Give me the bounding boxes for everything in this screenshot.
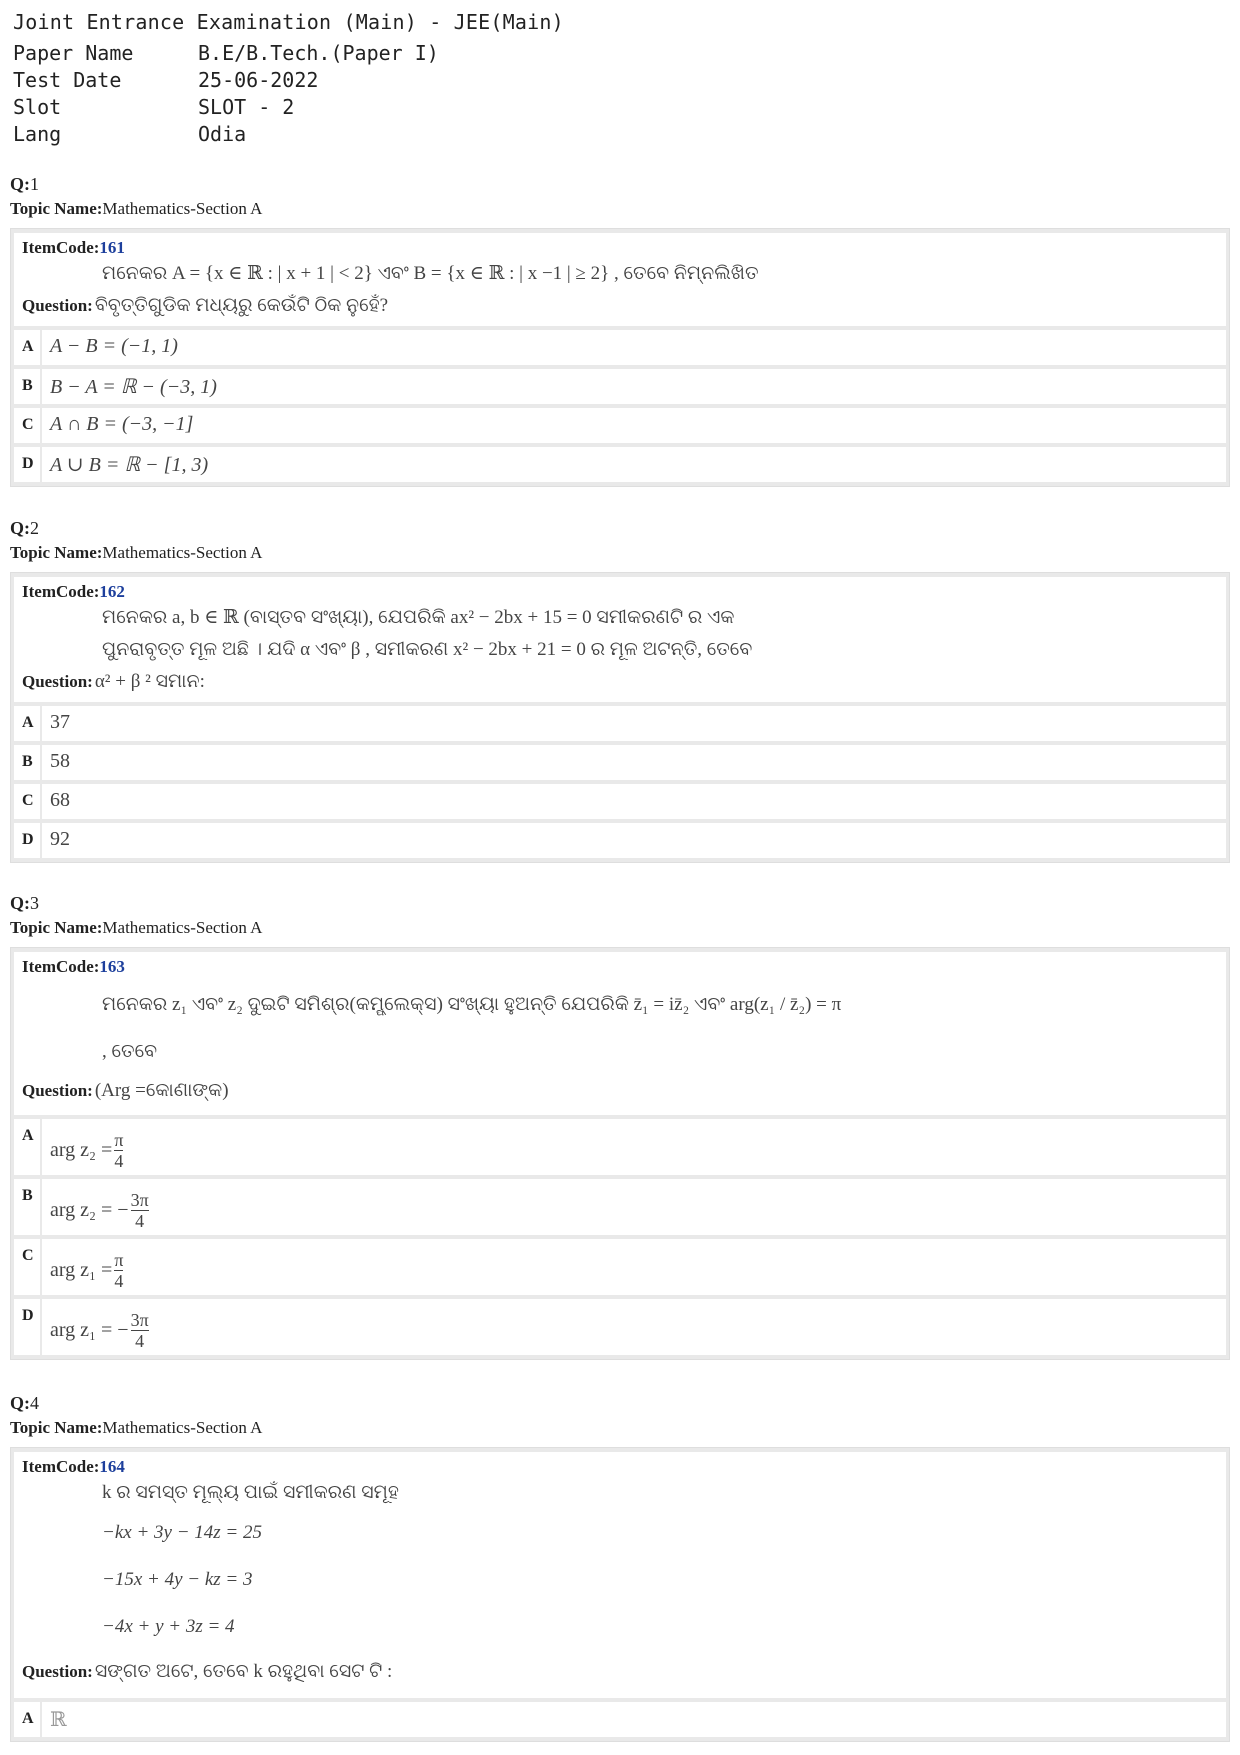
topic-name bbox=[10, 199, 1230, 219]
fraction-denominator: 4 bbox=[135, 1210, 145, 1231]
question-text-line: ମନେକର z₁ ଏବଂ z₂ ଦୁଇଟି ସମିଶ୍ର(କମ୍ପ୍ଲେକ୍ସ) ସଂଖ୍ୟା ହୁଅନ୍ତି ଯେପରିକି z̄₁ = iz̄₂ ଏବଂ arg(z₁ / z̄₂) = π bbox=[102, 994, 842, 1015]
topic-label: Topic Name: bbox=[10, 1418, 103, 1437]
question-number bbox=[10, 893, 1230, 914]
option-text: 37 bbox=[50, 711, 70, 733]
equation-2: −15x + 4y − kz = 3 bbox=[102, 1569, 253, 1590]
equation-3: −4x + y + 3z = 4 bbox=[102, 1616, 235, 1637]
question-text: ବିବୃତ୍ତିଗୁଡିକ ମଧ୍ୟରୁ କେଉଁଟି ଠିକ ନୁହେଁ? bbox=[94, 295, 389, 316]
fraction-numerator: π bbox=[114, 1249, 124, 1270]
option-letter: A bbox=[14, 330, 42, 365]
equation-1: −kx + 3y − 14z = 25 bbox=[102, 1522, 262, 1543]
question-label: Question: bbox=[22, 1662, 93, 1681]
option-d[interactable] bbox=[14, 1299, 1226, 1355]
option-a[interactable] bbox=[14, 1702, 1226, 1737]
header-value: 25-06-2022 bbox=[198, 67, 319, 92]
exam-header bbox=[13, 10, 564, 147]
option-text: arg z₁ = bbox=[50, 1258, 113, 1281]
fraction-denominator: 4 bbox=[135, 1330, 145, 1351]
question-text-line: ମନେକର a, b ∈ ℝ (ବାସ୍ତବ ସଂଖ୍ୟା), ଯେପରିକି ax² − 2bx + 15 = 0 ସମୀକରଣଟି ର ଏକ bbox=[102, 607, 735, 628]
header-key: Paper Name bbox=[13, 40, 134, 65]
q-label: Q: bbox=[10, 893, 30, 913]
option-letter: C bbox=[14, 784, 42, 819]
q-num: 4 bbox=[30, 1393, 39, 1413]
question-text: (Arg =କୋଣାଙ୍କ) bbox=[94, 1080, 229, 1101]
option-text: A ∪ B = ℝ − [1, 3) bbox=[50, 454, 209, 476]
fraction bbox=[114, 1130, 123, 1171]
topic-label: Topic Name: bbox=[10, 199, 103, 218]
option-text: A − B = (−1, 1) bbox=[50, 335, 178, 357]
option-text: A ∩ B = (−3, −1] bbox=[50, 413, 194, 435]
option-text: B − A = ℝ − (−3, 1) bbox=[50, 376, 217, 398]
option-letter: D bbox=[14, 823, 42, 858]
question-text-line: ମନେକର A = {x ∈ ℝ : | x + 1 | < 2} ଏବଂ B = {x ∈ ℝ : | x −1 | ≥ 2} , ତେବେ ନିମ୍ନଲିଖିତ bbox=[102, 263, 759, 284]
question-text-line-last bbox=[22, 1071, 1218, 1111]
itemcode-value: 162 bbox=[99, 582, 125, 601]
question-label: Question: bbox=[22, 672, 93, 691]
option-text: ℝ bbox=[50, 1709, 67, 1731]
question-text-line-last bbox=[22, 666, 1218, 698]
question-cell bbox=[14, 1452, 1226, 1698]
header-row-date bbox=[13, 66, 564, 93]
question-block-1 bbox=[10, 174, 1230, 487]
option-a[interactable] bbox=[14, 330, 1226, 365]
question-number bbox=[10, 518, 1230, 539]
option-letter: A bbox=[14, 1702, 42, 1737]
topic-value: Mathematics-Section A bbox=[102, 1418, 263, 1437]
q-num: 2 bbox=[30, 518, 39, 538]
option-a[interactable] bbox=[14, 1119, 1226, 1175]
question-cell bbox=[14, 577, 1226, 702]
fraction-numerator: π bbox=[114, 1129, 124, 1150]
option-letter: D bbox=[14, 1299, 42, 1355]
topic-name bbox=[10, 543, 1230, 563]
q-num: 3 bbox=[30, 893, 39, 913]
fraction bbox=[114, 1250, 123, 1291]
question-text-line: , ତେବେ bbox=[102, 1041, 158, 1062]
option-b[interactable] bbox=[14, 1179, 1226, 1235]
header-row-slot bbox=[13, 93, 564, 120]
option-d[interactable] bbox=[14, 823, 1226, 858]
fraction-denominator: 4 bbox=[114, 1150, 124, 1171]
option-text: 92 bbox=[50, 828, 70, 850]
option-c[interactable] bbox=[14, 784, 1226, 819]
q-num: 1 bbox=[30, 174, 39, 194]
topic-value: Mathematics-Section A bbox=[102, 199, 263, 218]
fraction bbox=[131, 1310, 149, 1351]
header-key: Test Date bbox=[13, 67, 122, 92]
question-cell bbox=[14, 233, 1226, 326]
itemcode-label: ItemCode: bbox=[22, 1457, 100, 1476]
option-letter: C bbox=[14, 408, 42, 443]
question-panel bbox=[10, 572, 1230, 863]
option-letter: C bbox=[14, 1239, 42, 1295]
option-text: arg z₁ = − bbox=[50, 1318, 129, 1341]
question-text: ସଙ୍ଗତ ଅଟେ, ତେବେ k ରହୁଥିବା ସେଟ ଟି : bbox=[94, 1661, 393, 1682]
question-block-4 bbox=[10, 1393, 1230, 1742]
header-value: B.E/B.Tech.(Paper I) bbox=[198, 40, 439, 65]
header-value: Odia bbox=[198, 121, 247, 146]
option-a[interactable] bbox=[14, 706, 1226, 741]
option-b[interactable] bbox=[14, 369, 1226, 404]
option-c[interactable] bbox=[14, 408, 1226, 443]
question-text-line: ପୁନରାବୃତ୍ତ ମୂଳ ଅଛି । ଯଦି α ଏବଂ β , ସମୀକରଣ x² − 2bx + 21 = 0 ର ମୂଳ ଅଟନ୍ତି, ତେବେ bbox=[102, 639, 753, 660]
question-block-3 bbox=[10, 893, 1230, 1360]
itemcode-label: ItemCode: bbox=[22, 582, 100, 601]
topic-value: Mathematics-Section A bbox=[102, 543, 263, 562]
option-letter: B bbox=[14, 745, 42, 780]
option-letter: B bbox=[14, 1179, 42, 1235]
fraction-numerator: 3π bbox=[130, 1189, 149, 1210]
question-text: α² + β ² ସମାନ: bbox=[94, 671, 205, 692]
option-text: arg z₂ = bbox=[50, 1138, 113, 1161]
question-block-2 bbox=[10, 518, 1230, 863]
question-label: Question: bbox=[22, 1081, 93, 1100]
q-label: Q: bbox=[10, 518, 30, 538]
option-letter: A bbox=[14, 706, 42, 741]
topic-name bbox=[10, 918, 1230, 938]
exam-title: Joint Entrance Examination (Main) - JEE(Main) bbox=[13, 10, 564, 34]
item-code bbox=[22, 238, 1218, 258]
question-cell bbox=[14, 952, 1226, 1115]
header-row-lang bbox=[13, 120, 564, 147]
question-panel bbox=[10, 1447, 1230, 1742]
option-text: 58 bbox=[50, 750, 70, 772]
option-letter: A bbox=[14, 1119, 42, 1175]
itemcode-label: ItemCode: bbox=[22, 238, 100, 257]
itemcode-value: 163 bbox=[99, 957, 125, 976]
itemcode-value: 161 bbox=[99, 238, 125, 257]
question-label: Question: bbox=[22, 296, 93, 315]
itemcode-value: 164 bbox=[99, 1457, 125, 1476]
q-label: Q: bbox=[10, 174, 30, 194]
fraction-denominator: 4 bbox=[114, 1270, 124, 1291]
header-row-paper bbox=[13, 39, 564, 66]
fraction-numerator: 3π bbox=[130, 1309, 149, 1330]
fraction bbox=[131, 1190, 149, 1231]
question-number bbox=[10, 174, 1230, 195]
item-code bbox=[22, 1457, 1218, 1477]
option-b[interactable] bbox=[14, 745, 1226, 780]
topic-name bbox=[10, 1418, 1230, 1438]
header-value: SLOT - 2 bbox=[198, 94, 295, 119]
question-number bbox=[10, 1393, 1230, 1414]
option-text: arg z₂ = − bbox=[50, 1198, 129, 1221]
itemcode-label: ItemCode: bbox=[22, 957, 100, 976]
question-text-line-last bbox=[22, 290, 1218, 322]
header-key: Lang bbox=[13, 121, 62, 146]
topic-value: Mathematics-Section A bbox=[102, 918, 263, 937]
question-panel bbox=[10, 947, 1230, 1360]
topic-label: Topic Name: bbox=[10, 543, 103, 562]
option-text: 68 bbox=[50, 789, 70, 811]
option-letter: D bbox=[14, 447, 42, 482]
q-label: Q: bbox=[10, 1393, 30, 1413]
option-letter: B bbox=[14, 369, 42, 404]
question-panel bbox=[10, 228, 1230, 487]
item-code bbox=[22, 582, 1218, 602]
option-d[interactable] bbox=[14, 447, 1226, 482]
option-c[interactable] bbox=[14, 1239, 1226, 1295]
item-code bbox=[22, 957, 1218, 977]
topic-label: Topic Name: bbox=[10, 918, 103, 937]
question-text-line-last bbox=[22, 1650, 1218, 1694]
header-key: Slot bbox=[13, 94, 62, 119]
question-text-line: k ର ସମସ୍ତ ମୂଲ୍ୟ ପାଇଁ ସମୀକରଣ ସମୂହ bbox=[102, 1482, 399, 1503]
